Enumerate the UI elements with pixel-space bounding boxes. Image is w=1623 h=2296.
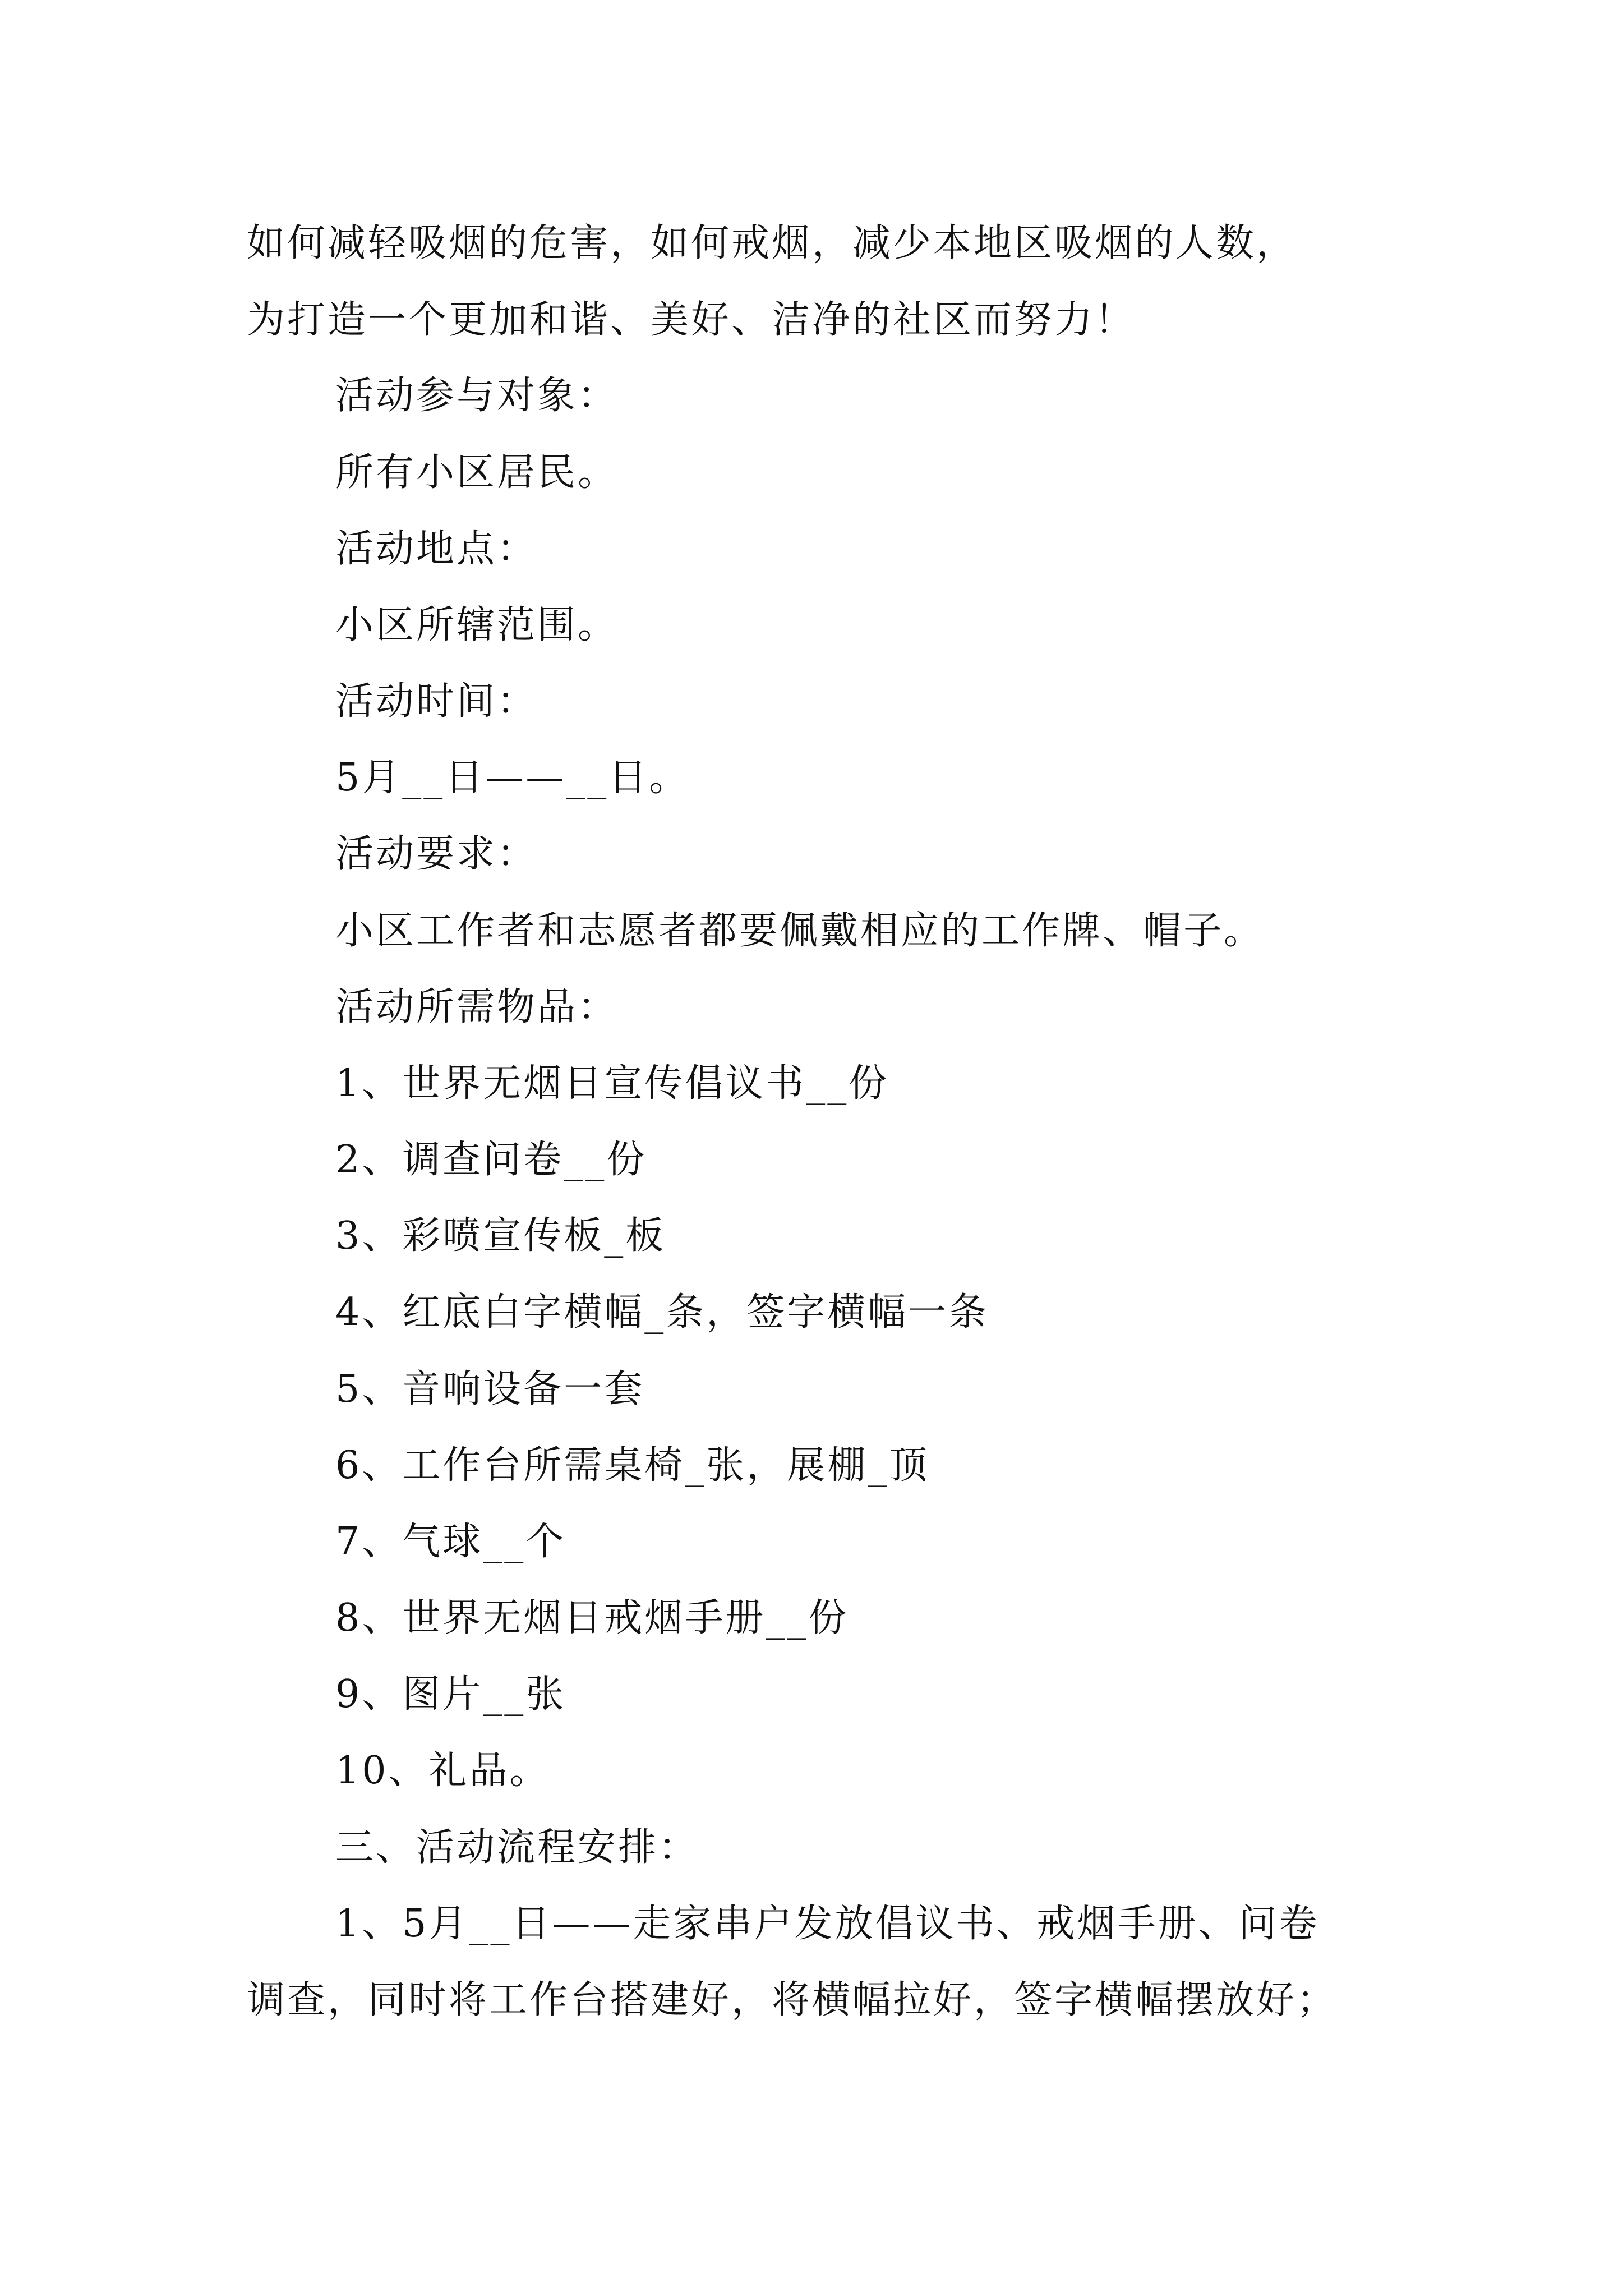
section-heading-requirements: 活动要求： — [335, 832, 538, 876]
supply-item: 3、彩喷宣传板_板 — [335, 1214, 666, 1258]
participants-text: 所有小区居民。 — [335, 450, 619, 495]
section-heading-time: 活动时间： — [335, 679, 538, 724]
supply-item: 1、世界无烟日宣传倡议书__份 — [335, 1061, 889, 1106]
paragraph-line-1: 如何减轻吸烟的危害，如何戒烟，减少本地区吸烟的人数， — [247, 221, 1297, 265]
supply-item: 6、工作台所需桌椅_张，展棚_顶 — [335, 1443, 930, 1488]
supply-item: 9、图片__张 — [335, 1672, 566, 1717]
section-heading-schedule: 三、活动流程安排： — [335, 1825, 699, 1870]
location-text: 小区所辖范围。 — [335, 603, 619, 647]
section-heading-supplies: 活动所需物品： — [335, 985, 619, 1029]
supply-item: 2、调查问卷__份 — [335, 1138, 647, 1182]
schedule-step-line-1: 1、5月__日——走家串户发放倡议书、戒烟手册、问卷 — [335, 1902, 1320, 1946]
paragraph-line-2: 为打造一个更加和谐、美好、洁净的社区而努力！ — [247, 298, 1136, 342]
section-heading-participants: 活动参与对象： — [335, 374, 619, 418]
supply-item: 5、音响设备一套 — [335, 1367, 645, 1411]
time-text: 5月__日——__日。 — [335, 756, 690, 800]
supply-item: 4、红底白字横幅_条，签字横幅一条 — [335, 1290, 989, 1335]
supply-item: 8、世界无烟日戒烟手册__份 — [335, 1596, 849, 1640]
requirements-text: 小区工作者和志愿者都要佩戴相应的工作牌、帽子。 — [335, 909, 1265, 953]
schedule-step-line-2: 调查，同时将工作台搭建好，将横幅拉好，签字横幅摆放好； — [247, 1978, 1338, 2022]
supply-item: 7、气球__个 — [335, 1520, 566, 1564]
section-heading-location: 活动地点： — [335, 527, 538, 571]
supply-item: 10、礼品。 — [335, 1749, 550, 1793]
